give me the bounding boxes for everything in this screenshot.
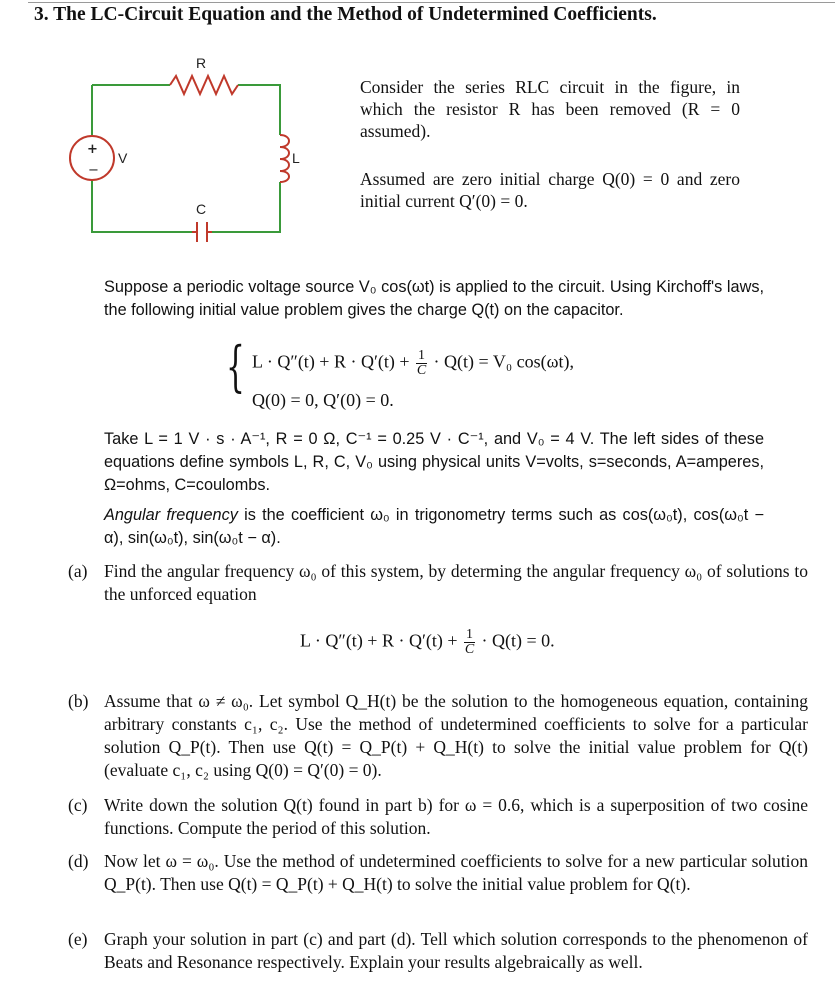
- description-paragraph-1: Consider the series RLC circuit in the figure, in which the resistor R has been removed (R = 0 assumed).: [360, 77, 740, 141]
- unforced-frac-num: 1: [466, 627, 474, 642]
- resistor-symbol: [170, 76, 238, 94]
- part-e: [68, 928, 808, 974]
- units-paragraph: Take L = 1 V · s · A⁻¹, R = 0 Ω, C⁻¹ = 0.25 V · C⁻¹, and V₀ = 4 V. The left sides of these equations define symbols L, R, C, V₀ using physical units V=volts, s=seconds, A=amperes, Ω=ohms, C=coulombs.: [104, 430, 764, 494]
- source-plus-sign: +: [87, 142, 98, 157]
- eq1-left: L · Q″(t) + R · Q′(t) +: [252, 351, 410, 372]
- eq1-frac-num: 1: [418, 348, 426, 363]
- unforced-equation: [300, 628, 555, 657]
- wire-top: [92, 85, 280, 135]
- system-equation-1: [252, 349, 574, 378]
- part-e-text: Graph your solution in part (c) and part (d). Tell which solution corresponds to the phenomenon of Beats and Resonance respectively. Explain your results algebraically as well.: [104, 929, 808, 972]
- part-a-label: (a): [68, 561, 88, 581]
- capacitor-label: C: [196, 201, 207, 217]
- unforced-fraction: [464, 628, 475, 657]
- part-d-text: Now let ω = ω₀. Use the method of undetermined coefficients to solve for a new particular solution Q_P(t). Then use Q(t) = Q_P(t) + Q_H(t) to solve the initial value problem for Q(t).: [104, 851, 808, 894]
- description-paragraph-2: Assumed are zero initial charge Q(0) = 0 and zero initial current Q′(0) = 0.: [360, 169, 740, 211]
- inductor-label: L: [292, 150, 300, 166]
- unforced-left: L · Q″(t) + R · Q′(t) +: [300, 630, 458, 651]
- part-c-text: Write down the solution Q(t) found in part b) for ω = 0.6, which is a superposition of two cosine functions. Compute the period of this solution.: [104, 795, 808, 838]
- resistor-label: R: [196, 55, 207, 71]
- angular-frequency-paragraph: [104, 504, 764, 550]
- rlc-circuit-diagram: [60, 50, 320, 250]
- part-c: [68, 794, 808, 840]
- part-e-label: (e): [68, 929, 88, 949]
- part-c-label: (c): [68, 795, 88, 815]
- system-brace: {: [226, 335, 245, 398]
- part-a: [68, 560, 808, 606]
- unforced-right: · Q(t) = 0.: [481, 630, 555, 651]
- angular-frequency-term: Angular frequency: [104, 506, 238, 524]
- source-minus-sign: −: [88, 163, 99, 178]
- system-equation-2: Q(0) = 0, Q′(0) = 0.: [252, 390, 394, 410]
- intro-paragraph: Suppose a periodic voltage source V₀ cos(ωt) is applied to the circuit. Using Kirchoff's laws, the following initial value problem gives the charge Q(t) on the capacitor.: [104, 278, 764, 319]
- part-b-text: Assume that ω ≠ ω₀. Let symbol Q_H(t) be the solution to the homogeneous equation, containing arbitrary constants c₁, c₂. Use the method of undetermined coefficients to solve for a particular solution Q_P(t). Then use Q(t) = Q_P(t) + Q_H(t) to solve the initial value problem for Q(t) (evaluate c₁, c₂ using Q(0) = Q′(0) = 0).: [104, 691, 808, 780]
- wire-bottom: [92, 180, 192, 232]
- eq1-fraction: [416, 349, 427, 378]
- part-d: [68, 850, 808, 896]
- problem-title: 3. The LC-Circuit Equation and the Method of Undetermined Coefficients.: [34, 4, 657, 25]
- unforced-frac-den: C: [464, 642, 475, 657]
- angular-frequency-rest: is the coefficient ω₀ in trigonometry terms such as cos(ω₀t), cos(ω₀t − α), sin(ω₀t), sin(ω₀t − α).: [104, 506, 764, 547]
- circuit-components: [70, 76, 289, 242]
- part-d-label: (d): [68, 851, 89, 871]
- inductor-symbol: [280, 135, 289, 182]
- wire-right: [212, 182, 280, 232]
- voltage-label: V: [118, 150, 128, 166]
- eq1-right: · Q(t) = V₀ cos(ωt),: [433, 351, 574, 372]
- part-b: [68, 690, 808, 782]
- part-b-label: (b): [68, 691, 89, 711]
- part-a-text: Find the angular frequency ω₀ of this system, by determing the angular frequency ω₀ of solutions to the unforced equation: [104, 561, 808, 604]
- eq1-frac-den: C: [416, 363, 427, 378]
- top-rule: [28, 2, 835, 3]
